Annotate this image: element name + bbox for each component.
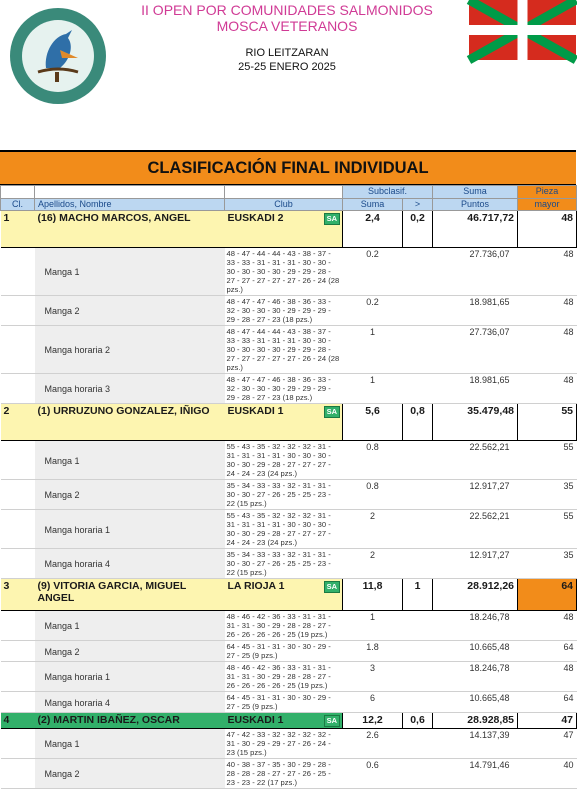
manga-sequence: 48 - 46 - 42 - 36 - 33 - 31 - 31 - 31 - 31 - 30 - 29 - 28 - 28 - 27 - 26 - 26 - 26 - 26 - 25 (19 pzs.) bbox=[225, 611, 343, 641]
manga-spacer bbox=[1, 296, 35, 326]
club-name bbox=[225, 579, 343, 611]
header-apellidos: Apellidos, Nombre bbox=[35, 199, 225, 211]
competitor-name: (16) MACHO MARCOS, ANGEL bbox=[35, 211, 225, 248]
header-subclasif: Subclasif. bbox=[343, 186, 433, 199]
manga-suma: 1 bbox=[343, 374, 403, 404]
pieza-cell: 55 bbox=[518, 404, 577, 441]
table-header-row-2 bbox=[1, 199, 577, 211]
manga-pieza: 48 bbox=[518, 326, 577, 374]
manga-spacer bbox=[403, 611, 433, 641]
event-dates: 25-25 ENERO 2025 bbox=[238, 61, 336, 73]
header-pieza-top: Pieza bbox=[518, 186, 577, 199]
manga-spacer bbox=[1, 374, 35, 404]
puntos-cell: 46.717,72 bbox=[433, 211, 518, 248]
manga-row bbox=[1, 480, 577, 510]
manga-puntos: 27.736,07 bbox=[433, 248, 518, 296]
gt-cell: 0,6 bbox=[403, 713, 433, 729]
manga-spacer bbox=[403, 641, 433, 662]
manga-puntos: 14.137,39 bbox=[433, 729, 518, 759]
manga-name: Manga 2 bbox=[35, 296, 225, 326]
competitor-name: (2) MARTIN IBAÑEZ, OSCAR bbox=[35, 713, 225, 729]
manga-spacer bbox=[403, 549, 433, 579]
manga-sequence: 48 - 47 - 44 - 44 - 43 - 38 - 37 - 33 - 33 - 31 - 31 - 31 - 30 - 30 - 30 - 30 - 30 - 30 - 29 - 29 - 28 - 27 - 27 - 27 - 27 - 27 - 26 - 24 (28 pzs.) bbox=[225, 248, 343, 296]
manga-spacer bbox=[1, 480, 35, 510]
club-label: EUSKADI 2 bbox=[227, 212, 284, 224]
manga-suma: 6 bbox=[343, 692, 403, 713]
manga-row bbox=[1, 692, 577, 713]
manga-pieza: 48 bbox=[518, 662, 577, 692]
competitor-row bbox=[1, 713, 577, 729]
suma-cell: 5,6 bbox=[343, 404, 403, 441]
manga-pieza: 48 bbox=[518, 248, 577, 296]
manga-name: Manga 1 bbox=[35, 729, 225, 759]
manga-row bbox=[1, 296, 577, 326]
club-name bbox=[225, 713, 343, 729]
pieza-cell: 48 bbox=[518, 211, 577, 248]
club-name bbox=[225, 211, 343, 248]
manga-sequence: 48 - 46 - 42 - 36 - 33 - 31 - 31 - 31 - 31 - 30 - 29 - 28 - 28 - 27 - 26 - 26 - 26 - 26 - 25 (19 pzs.) bbox=[225, 662, 343, 692]
event-title-line1: II OPEN POR COMUNIDADES SALMONIDOS bbox=[141, 2, 433, 18]
manga-suma: 1 bbox=[343, 326, 403, 374]
manga-row bbox=[1, 729, 577, 759]
manga-spacer bbox=[403, 326, 433, 374]
suma-cell: 2,4 bbox=[343, 211, 403, 248]
puntos-cell: 35.479,48 bbox=[433, 404, 518, 441]
header-pieza-bottom: mayor bbox=[518, 199, 577, 211]
club-name bbox=[225, 404, 343, 441]
manga-sequence: 48 - 47 - 47 - 46 - 38 - 36 - 33 - 32 - 30 - 30 - 30 - 29 - 29 - 29 - 29 - 28 - 27 - 23 (18 pzs.) bbox=[225, 374, 343, 404]
event-location bbox=[112, 46, 462, 74]
header-spacer bbox=[35, 186, 225, 199]
manga-puntos: 22.562,21 bbox=[433, 441, 518, 480]
manga-row bbox=[1, 641, 577, 662]
manga-spacer bbox=[1, 759, 35, 789]
manga-sequence: 48 - 47 - 44 - 44 - 43 - 38 - 37 - 33 - 33 - 31 - 31 - 31 - 30 - 30 - 30 - 30 - 30 - 30 - 29 - 29 - 28 - 27 - 27 - 27 - 27 - 27 - 26 - 24 (28 pzs.) bbox=[225, 326, 343, 374]
manga-pieza: 48 bbox=[518, 611, 577, 641]
club-label: EUSKADI 1 bbox=[227, 714, 284, 726]
manga-suma: 0.8 bbox=[343, 441, 403, 480]
manga-spacer bbox=[1, 248, 35, 296]
sa-badge: SA bbox=[324, 715, 340, 727]
pieza-cell: 64 bbox=[518, 579, 577, 611]
competitor-name: (9) VITORIA GARCIA, MIGUEL ANGEL bbox=[35, 579, 225, 611]
manga-spacer bbox=[403, 248, 433, 296]
competitor-row bbox=[1, 211, 577, 248]
suma-cell: 12,2 bbox=[343, 713, 403, 729]
manga-sequence: 35 - 34 - 33 - 33 - 32 - 31 - 31 - 30 - 30 - 27 - 26 - 25 - 25 - 23 - 22 (15 pzs.) bbox=[225, 480, 343, 510]
competitor-row bbox=[1, 404, 577, 441]
manga-puntos: 27.736,07 bbox=[433, 326, 518, 374]
manga-suma: 0.6 bbox=[343, 759, 403, 789]
header-suma: Suma bbox=[343, 199, 403, 211]
manga-spacer bbox=[403, 296, 433, 326]
manga-pieza: 35 bbox=[518, 549, 577, 579]
club-label: EUSKADI 1 bbox=[227, 405, 284, 417]
manga-row bbox=[1, 441, 577, 480]
manga-sequence: 48 - 47 - 47 - 46 - 38 - 36 - 33 - 32 - 30 - 30 - 30 - 29 - 29 - 29 - 29 - 28 - 27 - 23 (18 pzs.) bbox=[225, 296, 343, 326]
classification-table bbox=[0, 185, 577, 789]
rank-cell: 4 bbox=[1, 713, 35, 729]
manga-pieza: 48 bbox=[518, 374, 577, 404]
manga-row bbox=[1, 248, 577, 296]
sa-badge: SA bbox=[324, 213, 340, 225]
manga-spacer bbox=[403, 480, 433, 510]
manga-suma: 3 bbox=[343, 662, 403, 692]
manga-name: Manga 1 bbox=[35, 611, 225, 641]
manga-row bbox=[1, 611, 577, 641]
manga-spacer bbox=[403, 692, 433, 713]
manga-sequence: 40 - 38 - 37 - 35 - 30 - 29 - 28 - 28 - 28 - 28 - 27 - 27 - 26 - 25 - 23 - 23 - 22 (17 pzs.) bbox=[225, 759, 343, 789]
manga-sequence: 64 - 45 - 31 - 31 - 30 - 30 - 29 - 27 - 25 (9 pzs.) bbox=[225, 692, 343, 713]
manga-spacer bbox=[1, 510, 35, 549]
manga-suma: 1.8 bbox=[343, 641, 403, 662]
manga-puntos: 10.665,48 bbox=[433, 641, 518, 662]
gt-cell: 0,2 bbox=[403, 211, 433, 248]
manga-spacer bbox=[403, 441, 433, 480]
event-title-line2: MOSCA VETERANOS bbox=[216, 18, 358, 34]
manga-puntos: 18.981,65 bbox=[433, 296, 518, 326]
puntos-cell: 28.928,85 bbox=[433, 713, 518, 729]
manga-sequence: 47 - 42 - 33 - 32 - 32 - 32 - 32 - 31 - 30 - 29 - 29 - 27 - 26 - 24 - 23 (15 pzs.) bbox=[225, 729, 343, 759]
manga-pieza: 55 bbox=[518, 510, 577, 549]
manga-pieza: 47 bbox=[518, 729, 577, 759]
club-label: LA RIOJA 1 bbox=[227, 580, 285, 592]
manga-spacer bbox=[1, 441, 35, 480]
manga-row bbox=[1, 662, 577, 692]
rank-cell: 2 bbox=[1, 404, 35, 441]
manga-row bbox=[1, 549, 577, 579]
header-suma-puntos-bottom: Puntos bbox=[433, 199, 518, 211]
manga-name: Manga 2 bbox=[35, 641, 225, 662]
manga-spacer bbox=[1, 662, 35, 692]
header-cl: Cl. bbox=[1, 199, 35, 211]
manga-suma: 0.2 bbox=[343, 296, 403, 326]
ikurrina-flag-icon bbox=[469, 0, 576, 60]
manga-pieza: 35 bbox=[518, 480, 577, 510]
manga-name: Manga 1 bbox=[35, 248, 225, 296]
manga-puntos: 18.981,65 bbox=[433, 374, 518, 404]
manga-pieza: 48 bbox=[518, 296, 577, 326]
rank-cell: 1 bbox=[1, 211, 35, 248]
river-name: RIO LEITZARAN bbox=[245, 47, 329, 59]
manga-sequence: 55 - 43 - 35 - 32 - 32 - 32 - 31 - 31 - 31 - 31 - 31 - 30 - 30 - 30 - 30 - 30 - 29 - 28 - 27 - 27 - 27 - 24 - 24 - 23 (24 pzs.) bbox=[225, 441, 343, 480]
table-header-row-1 bbox=[1, 186, 577, 199]
event-title bbox=[112, 2, 462, 34]
manga-name: Manga horaria 4 bbox=[35, 549, 225, 579]
manga-spacer bbox=[403, 510, 433, 549]
manga-puntos: 18.246,78 bbox=[433, 611, 518, 641]
manga-spacer bbox=[403, 759, 433, 789]
manga-suma: 0.2 bbox=[343, 248, 403, 296]
manga-name: Manga horaria 1 bbox=[35, 510, 225, 549]
manga-puntos: 18.246,78 bbox=[433, 662, 518, 692]
manga-pieza: 64 bbox=[518, 641, 577, 662]
manga-name: Manga 2 bbox=[35, 480, 225, 510]
manga-name: Manga horaria 4 bbox=[35, 692, 225, 713]
header-gt: > bbox=[403, 199, 433, 211]
manga-suma: 0.8 bbox=[343, 480, 403, 510]
competitor-name: (1) URRUZUNO GONZALEZ, IÑIGO bbox=[35, 404, 225, 441]
manga-puntos: 10.665,48 bbox=[433, 692, 518, 713]
gt-cell: 1 bbox=[403, 579, 433, 611]
competitor-row bbox=[1, 579, 577, 611]
suma-cell: 11,8 bbox=[343, 579, 403, 611]
manga-suma: 2.6 bbox=[343, 729, 403, 759]
manga-suma: 2 bbox=[343, 510, 403, 549]
manga-spacer bbox=[1, 611, 35, 641]
manga-name: Manga 2 bbox=[35, 759, 225, 789]
manga-name: Manga 1 bbox=[35, 441, 225, 480]
manga-pieza: 40 bbox=[518, 759, 577, 789]
manga-puntos: 22.562,21 bbox=[433, 510, 518, 549]
manga-spacer bbox=[403, 374, 433, 404]
manga-puntos: 12.917,27 bbox=[433, 480, 518, 510]
manga-name: Manga horaria 2 bbox=[35, 326, 225, 374]
manga-name: Manga horaria 3 bbox=[35, 374, 225, 404]
header-suma-puntos-top: Suma bbox=[433, 186, 518, 199]
pieza-cell: 47 bbox=[518, 713, 577, 729]
manga-puntos: 14.791,46 bbox=[433, 759, 518, 789]
manga-pieza: 55 bbox=[518, 441, 577, 480]
rank-cell: 3 bbox=[1, 579, 35, 611]
manga-row bbox=[1, 374, 577, 404]
manga-puntos: 12.917,27 bbox=[433, 549, 518, 579]
manga-sequence: 55 - 43 - 35 - 32 - 32 - 32 - 31 - 31 - 31 - 31 - 31 - 30 - 30 - 30 - 30 - 30 - 29 - 28 - 27 - 27 - 27 - 24 - 24 - 23 (24 pzs.) bbox=[225, 510, 343, 549]
header-spacer bbox=[225, 186, 343, 199]
gt-cell: 0,8 bbox=[403, 404, 433, 441]
manga-spacer bbox=[1, 326, 35, 374]
manga-spacer bbox=[403, 662, 433, 692]
manga-sequence: 64 - 45 - 31 - 31 - 30 - 30 - 29 - 27 - 25 (9 pzs.) bbox=[225, 641, 343, 662]
page-header bbox=[0, 0, 576, 150]
manga-spacer bbox=[1, 549, 35, 579]
manga-spacer bbox=[403, 729, 433, 759]
manga-spacer bbox=[1, 692, 35, 713]
manga-suma: 2 bbox=[343, 549, 403, 579]
manga-row bbox=[1, 326, 577, 374]
classification-banner: CLASIFICACIÓN FINAL INDIVIDUAL bbox=[0, 150, 576, 185]
manga-row bbox=[1, 510, 577, 549]
manga-spacer bbox=[1, 729, 35, 759]
manga-suma: 1 bbox=[343, 611, 403, 641]
manga-sequence: 35 - 34 - 33 - 33 - 32 - 31 - 31 - 30 - 30 - 27 - 26 - 25 - 25 - 23 - 22 (15 pzs.) bbox=[225, 549, 343, 579]
header-spacer bbox=[1, 186, 35, 199]
manga-spacer bbox=[1, 641, 35, 662]
puntos-cell: 28.912,26 bbox=[433, 579, 518, 611]
header-club: Club bbox=[225, 199, 343, 211]
federation-logo bbox=[8, 6, 108, 106]
manga-pieza: 64 bbox=[518, 692, 577, 713]
classification-body bbox=[1, 211, 577, 789]
manga-name: Manga horaria 1 bbox=[35, 662, 225, 692]
sa-badge: SA bbox=[324, 581, 340, 593]
sa-badge: SA bbox=[324, 406, 340, 418]
manga-row bbox=[1, 759, 577, 789]
